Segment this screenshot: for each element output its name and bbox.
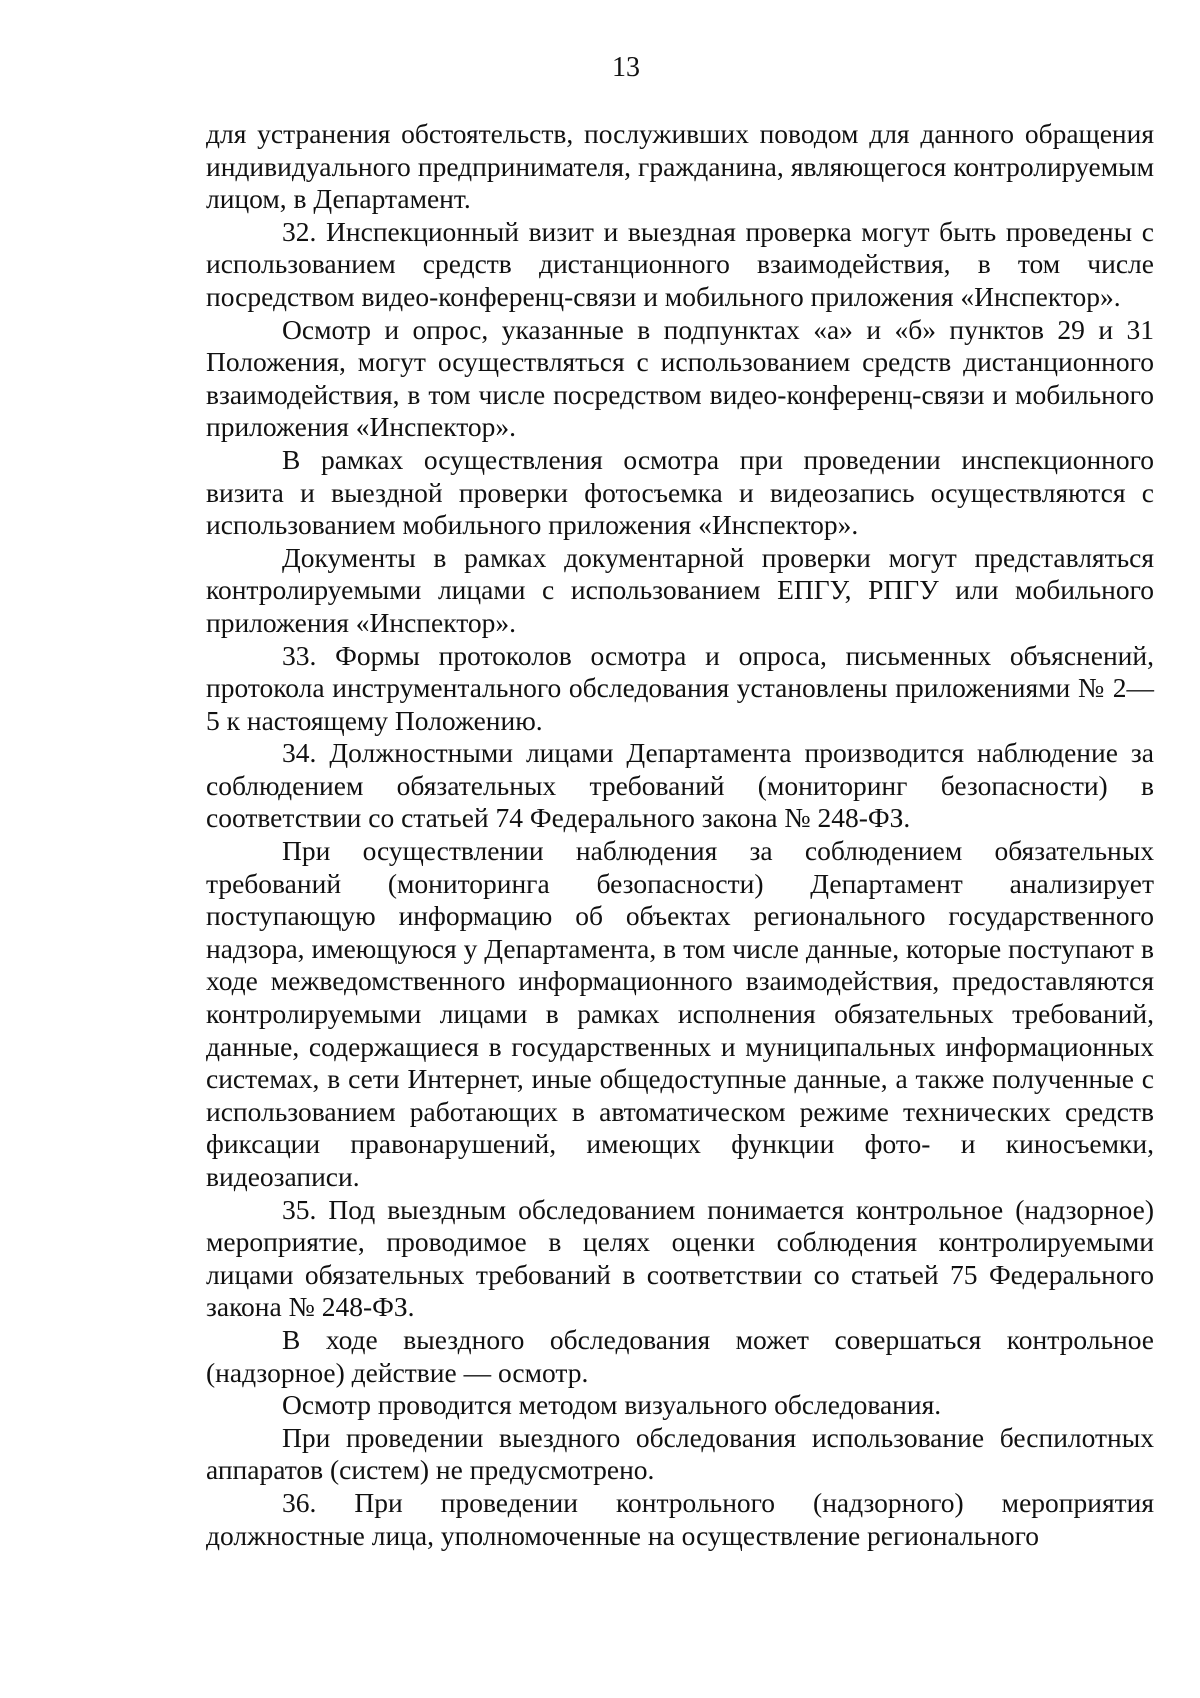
document-body xyxy=(206,118,1154,1552)
paragraph-35: 35. Под выездным обследованием понимается контрольное (надзорное) мероприятие, проводимое в целях оценки соблюдения контролируемыми лицами обязательных требований в соответствии со статьей 75 Федерального закона № 248-ФЗ. xyxy=(206,1193,1154,1323)
page-number: 13 xyxy=(612,52,640,83)
paragraph-monitoring: При осуществлении наблюдения за соблюдением обязательных требований (мониторинга безопасности) Департамент анализирует поступающую информацию об объектах регионального государственного надзора, имеющуюся у Департамента, в том числе данные, которые поступают в ходе межведомственного информационного взаимодействия, предоставляются контролируемыми лицами в рамках исполнения обязательных требований, данные, содержащиеся в государственных и муниципальных информационных системах, в сети Интернет, иные общедоступные данные, а также полученные с использованием работающих в автоматическом режиме технических средств фиксации правонарушений, имеющих функции фото- и киносъемки, видеозаписи. xyxy=(206,835,1154,1192)
paragraph-34: 34. Должностными лицами Департамента производится наблюдение за соблюдением обязательных требований (мониторинг безопасности) в соответствии со статьей 74 Федерального закона № 248-ФЗ. xyxy=(206,737,1154,834)
paragraph-documents: Документы в рамках документарной проверки могут представляться контролируемыми лицами с использованием ЕПГУ, РПГУ или мобильного приложения «Инспектор». xyxy=(206,541,1154,638)
paragraph-continuation: для устранения обстоятельств, послуживших поводом для данного обращения индивидуального предпринимателя, гражданина, являющегося контролируемым лицом, в Департамент. xyxy=(206,118,1154,215)
paragraph-36: 36. При проведении контрольного (надзорного) мероприятия должностные лица, уполномоченные на осуществление регионального xyxy=(206,1486,1154,1551)
paragraph-photo-video: В рамках осуществления осмотра при проведении инспекционного визита и выездной проверки фотосъемка и видеозапись осуществляются с использованием мобильного приложения «Инспектор». xyxy=(206,443,1154,541)
paragraph-33: 33. Формы протоколов осмотра и опроса, письменных объяснений, протокола инструментального обследования установлены приложениями № 2—5 к настоящему Положению. xyxy=(206,639,1154,736)
paragraph-32: 32. Инспекционный визит и выездная проверка могут быть проведены с использованием средств дистанционного взаимодействия, в том числе посредством видео-конференц-связи и мобильного приложения «Инспектор». xyxy=(206,215,1154,312)
paragraph-visual-method: Осмотр проводится методом визуального обследования. xyxy=(282,1389,942,1421)
paragraph-drones: При проведении выездного обследования использование беспилотных аппаратов (систем) не предусмотрено. xyxy=(206,1421,1154,1486)
paragraph-inspection-remote: Осмотр и опрос, указанные в подпунктах «а» и «б» пунктов 29 и 31 Положения, могут осуществляться с использованием средств дистанционного взаимодействия, в том числе посредством видео-конференц-связи и мобильного приложения «Инспектор». xyxy=(206,313,1154,443)
paragraph-action-inspection: В ходе выездного обследования может совершаться контрольное (надзорное) действие — осмотр. xyxy=(206,1323,1154,1388)
